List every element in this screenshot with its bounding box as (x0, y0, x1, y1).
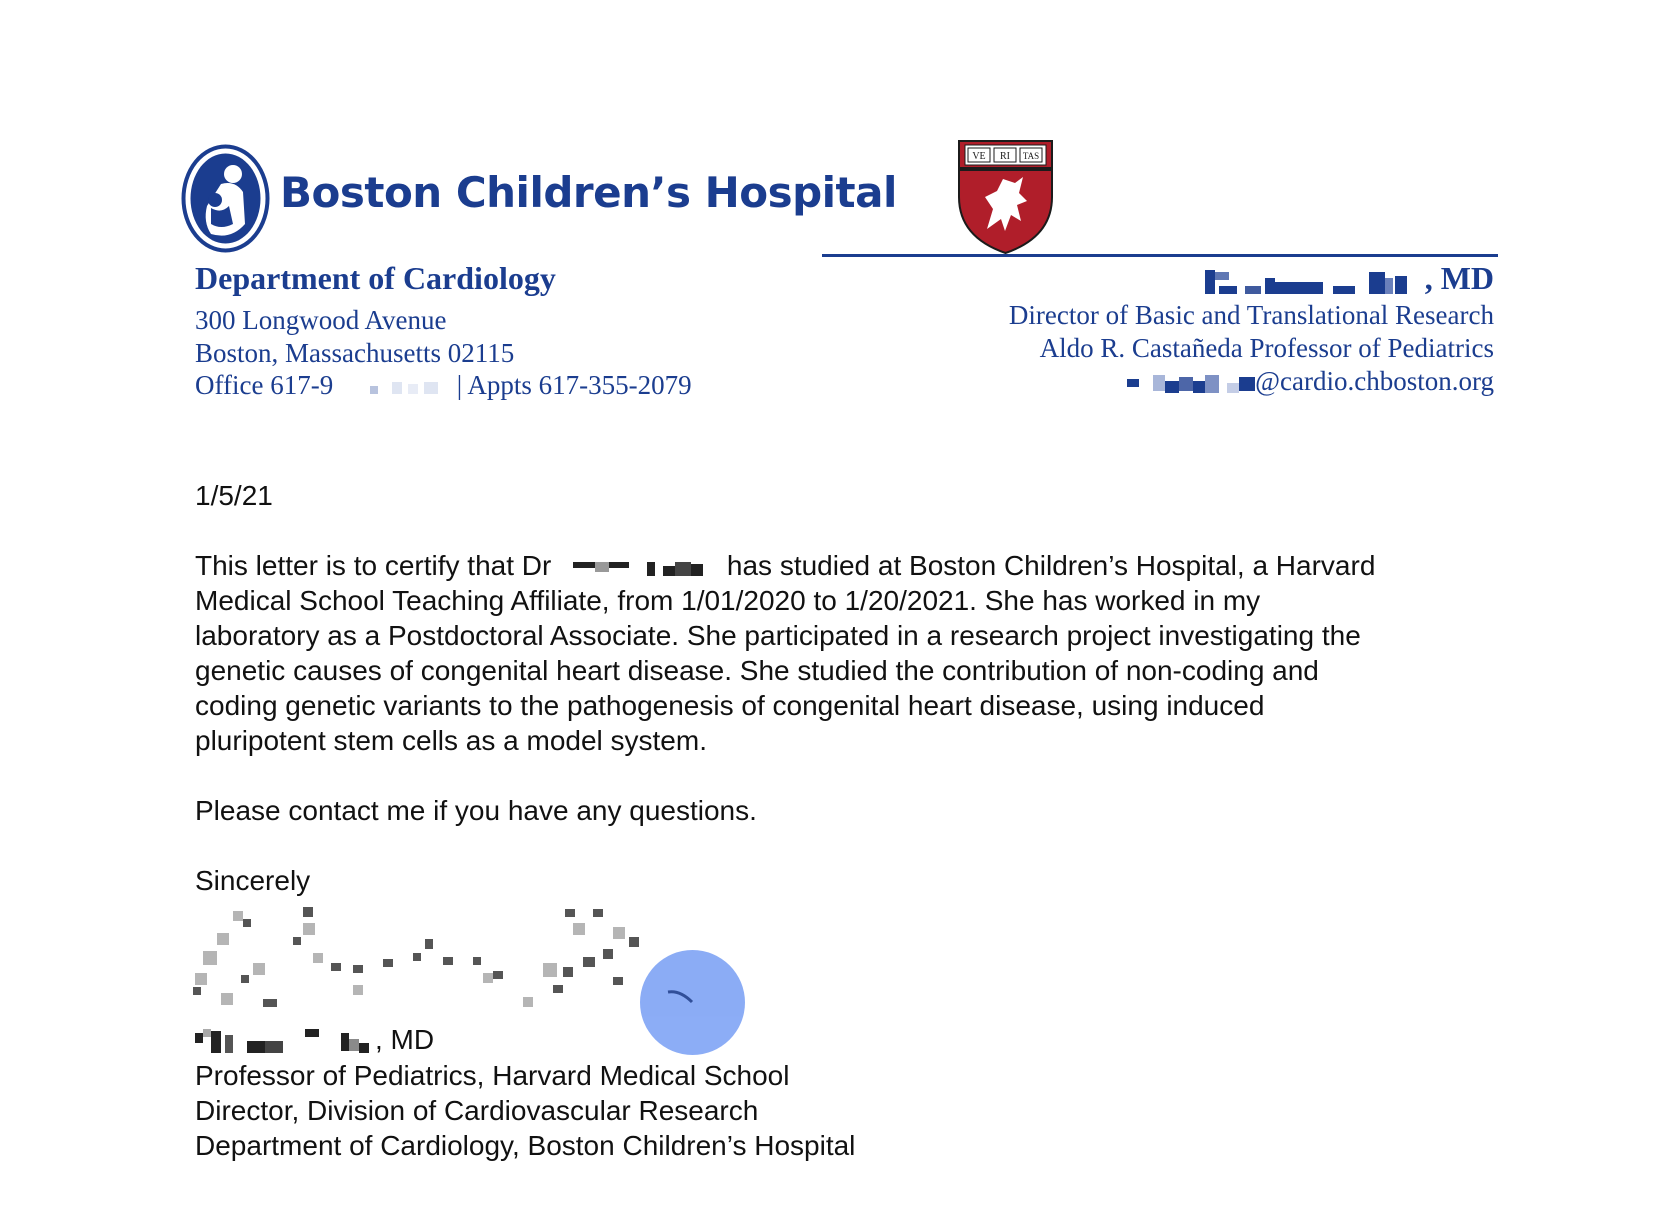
header-divider (822, 254, 1498, 257)
director-email (1127, 366, 1494, 397)
director-title-2: Aldo R. Castañeda Professor of Pediatrics (1039, 333, 1494, 363)
signatory-name (195, 1024, 434, 1056)
hospital-logo (181, 144, 270, 253)
paragraph-line-5: coding genetic variants to the pathogenesis of congenital heart disease, using induced (195, 690, 1265, 721)
closing-salutation: Sincerely (195, 865, 311, 896)
shield-letters-3: TAS (1022, 151, 1040, 161)
hospital-name: Boston Children’s Hospital (280, 168, 897, 217)
letter-date: 1/5/21 (195, 480, 273, 511)
harvard-shield-logo (957, 139, 1054, 255)
address-line-2: Boston, Massachusetts 02115 (195, 338, 515, 368)
shield-letters-1: VE (972, 151, 986, 162)
paragraph-line-4: genetic causes of congenital heart disease. She studied the contribution of non-coding and (195, 655, 1319, 686)
closing-request: Please contact me if you have any questions. (195, 795, 757, 826)
handwritten-signature (193, 893, 693, 1028)
phone-line (195, 370, 692, 401)
paragraph-line-6: pluripotent stem cells as a model system. (195, 725, 707, 756)
signatory-title-1: Professor of Pediatrics, Harvard Medical School (195, 1060, 790, 1091)
paragraph-line-1-end: has studied at Boston Children’s Hospital, a Harvard (726, 550, 1376, 581)
department-name: Department of Cardiology (195, 260, 556, 296)
appointments-phone: | Appts 617-355-2079 (456, 370, 692, 400)
director-name (1205, 260, 1494, 297)
redacted-director-name (1205, 268, 1425, 296)
signatory-credential: , MD (375, 1024, 435, 1055)
paragraph-line-2: Medical School Teaching Affiliate, from 1/01/2020 to 1/20/2021. She has worked in my (195, 585, 1261, 616)
signature-stroke-icon (640, 950, 745, 1055)
director-title-1: Director of Basic and Translational Research (1008, 300, 1494, 330)
director-email-domain: @cardio.chboston.org (1255, 366, 1494, 396)
redacted-office-phone (340, 378, 450, 398)
redacted-email-user (1127, 371, 1255, 397)
signatory-title-2: Director, Division of Cardiovascular Research (195, 1095, 759, 1126)
redacted-student-name (559, 558, 719, 578)
shield-letters-2: RI (1000, 151, 1010, 162)
redacted-signatory-name (195, 1029, 375, 1055)
address-line-1: 300 Longwood Avenue (195, 305, 447, 335)
director-credential: , MD (1424, 260, 1494, 296)
signatory-title-3: Department of Cardiology, Boston Children’s Hospital (195, 1130, 856, 1161)
letter-paragraph (195, 548, 1375, 758)
paragraph-line-1-start: This letter is to certify that Dr (195, 550, 552, 581)
click-indicator (640, 950, 745, 1055)
office-phone: Office 617-9 (195, 370, 334, 400)
paragraph-line-3: laboratory as a Postdoctoral Associate. She participated in a research project investigating the (195, 620, 1361, 651)
paragraph-line-1 (195, 548, 1375, 583)
